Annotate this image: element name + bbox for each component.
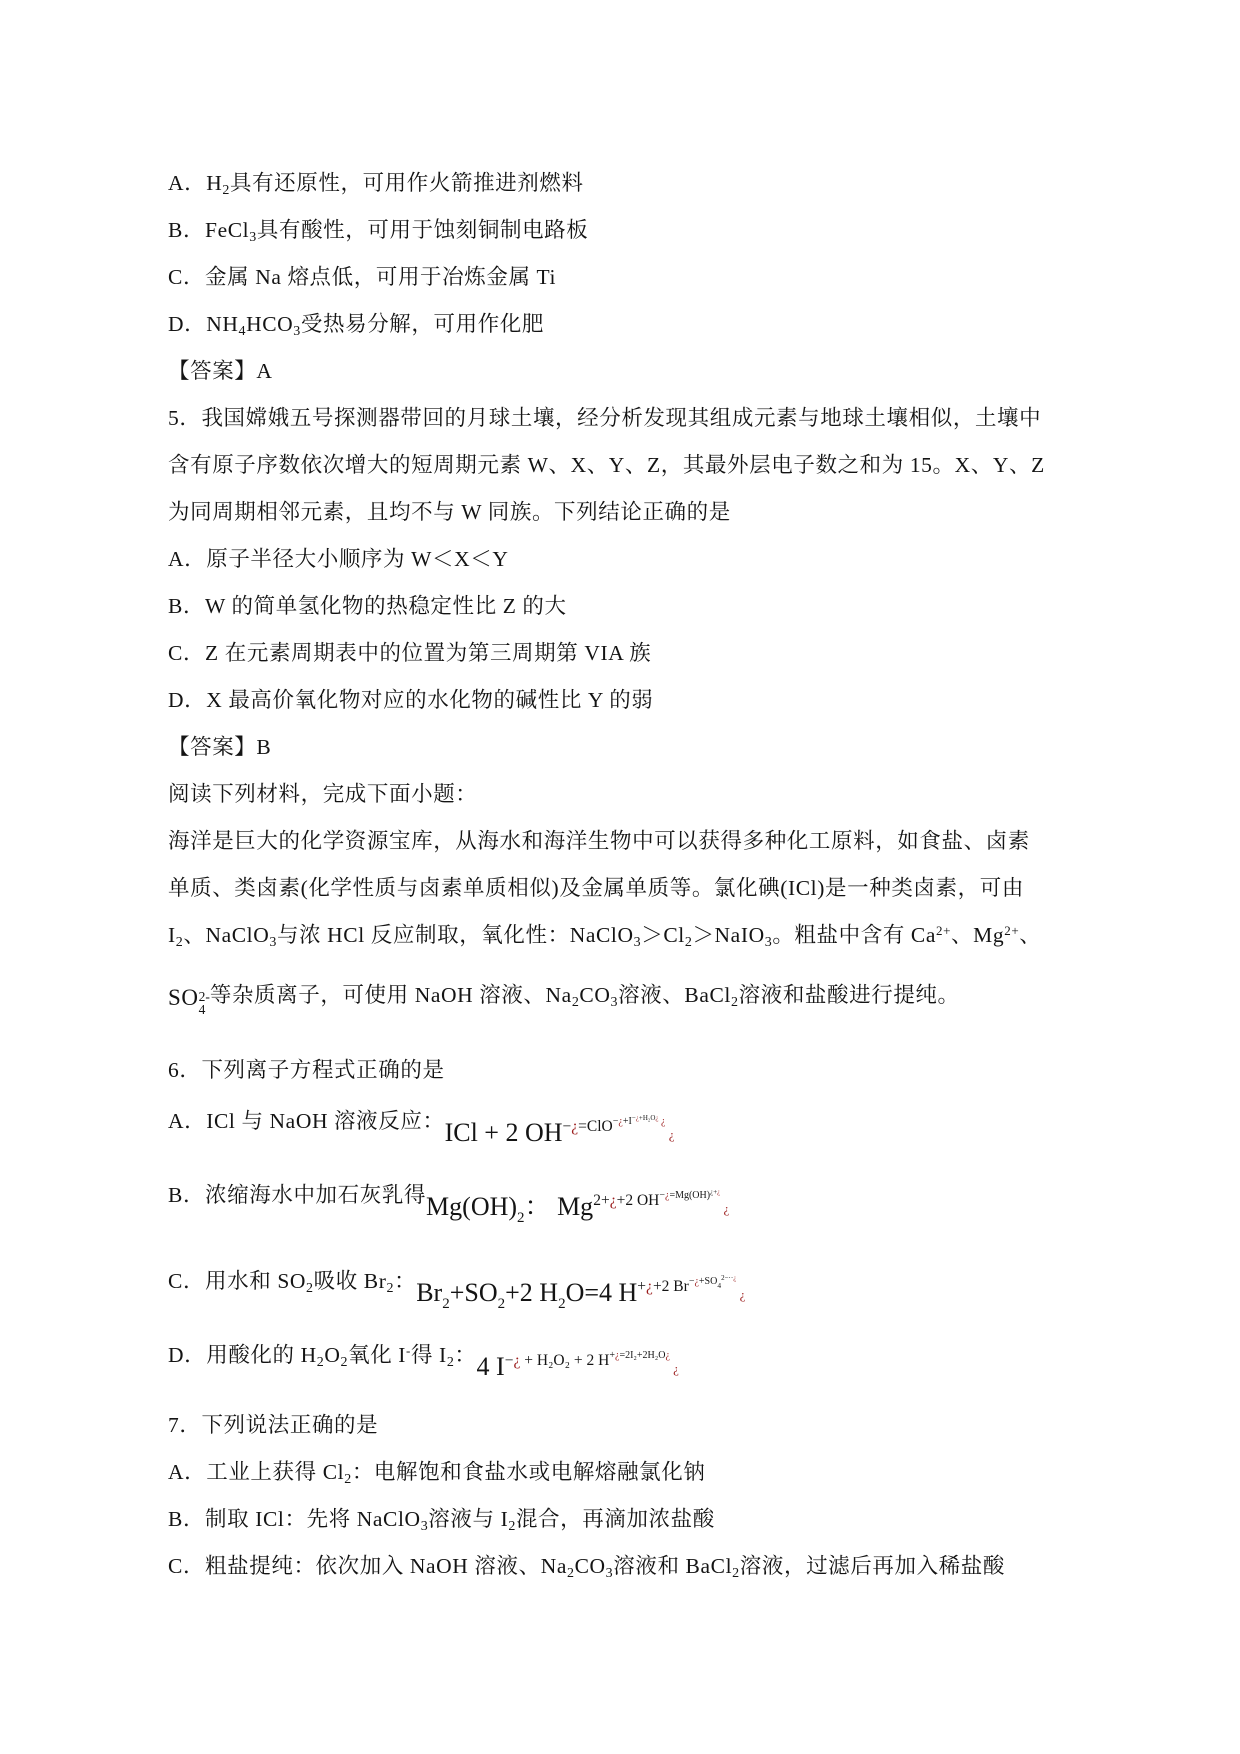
- material-line-2: 单质、类卤素(化学性质与卤素单质相似)及金属单质等。氯化碘(ICl)是一种类卤素，可由: [168, 876, 1024, 900]
- q5-stem-3: 为同周期相邻元素，且均不与 W 同族。下列结论正确的是: [168, 500, 731, 524]
- q7-option-a: A．工业上获得 Cl2：电解饱和食盐水或电解熔融氯化钠: [168, 1460, 706, 1487]
- q5-option-c: C．Z 在元素周期表中的位置为第三周期第 VIA 族: [168, 641, 652, 665]
- q5-answer: 【答案】B: [168, 735, 272, 759]
- q7-option-c: C．粗盐提纯：依次加入 NaOH 溶液、Na2CO3溶液和 BaCl2溶液，过滤后再加入稀盐酸: [168, 1554, 1005, 1581]
- chemical-equation: $Br_2+SO_2+2$ $H_2O=4$ $H^{+¿+2 Br-¿+SO42-\cdot\cdot¿}$ ¿: [416, 1274, 746, 1312]
- q5-option-a: A．原子半径大小顺序为 W＜X＜Y: [168, 547, 509, 571]
- chemical-equation: $Mg(OH)_2$： $Mg^{2+¿+2 OH-¿=Mg(OH)¿+¿}$ ¿: [426, 1188, 730, 1226]
- q5-stem-1: 5．我国嫦娥五号探测器带回的月球土壤，经分析发现其组成元素与地球土壤相似，土壤中: [168, 406, 1042, 430]
- q6-stem: 6．下列离子方程式正确的是: [168, 1058, 445, 1082]
- chemical-equation: ICl + 2 $OH^{-¿=ClO-¿+I-¿+H_2O¿}$ ¿ ¿: [444, 1114, 675, 1147]
- document-lines: [168, 160, 1085, 1590]
- q4-option-c: C．金属 Na 熔点低，可用于冶炼金属 Ti: [168, 265, 557, 289]
- q6-option-c: C．用水和 SO2吸收 Br2：$Br_2+SO_2+2$ $H_2O=4$ $H^{+¿+2 Br-¿+SO42-\cdot\cdot¿}$ ¿: [168, 1269, 746, 1312]
- material-line-3: I2、NaClO3与浓 HCl 反应制取，氧化性：NaClO3＞Cl2＞NaIO3。粗盐中含有 $Ca^{2+}$、$Mg^{2+}$、: [168, 923, 1042, 950]
- q6-option-a: A．ICl 与 NaOH 溶液反应：ICl + 2 $OH^{-¿=ClO-¿+I-¿+H_2O¿}$ ¿ ¿: [168, 1109, 675, 1147]
- material-line-4: SO 2- 4 等杂质离子，可使用 NaOH 溶液、Na2CO3溶液、BaCl2溶液和盐酸进行提纯。: [168, 983, 960, 1017]
- stacked-ion-script: 2- 4: [198, 989, 210, 1017]
- q7-stem: 7．下列说法正确的是: [168, 1413, 379, 1437]
- q5-stem-2: 含有原子序数依次增大的短周期元素 W、X、Y、Z，其最外层电子数之和为 15。X、Y、Z: [168, 453, 1045, 477]
- material-intro: 阅读下列材料，完成下面小题：: [168, 782, 478, 806]
- q4-option-a: A．H2具有还原性，可用作火箭推进剂燃料: [168, 171, 584, 198]
- q6-option-b: B．浓缩海水中加石灰乳得$Mg(OH)_2$： $Mg^{2+¿+2 OH-¿=Mg(OH)¿+¿}$ ¿: [168, 1183, 730, 1226]
- q4-option-b: B．FeCl3具有酸性，可用于蚀刻铜制电路板: [168, 218, 589, 245]
- q5-option-d: D．X 最高价氧化物对应的水化物的碱性比 Y 的弱: [168, 688, 654, 712]
- chemical-equation: 4 I−¿ $^{+ H_2O_2 + 2 H+¿=2I_2+2H_2O¿}$ ¿: [476, 1350, 679, 1381]
- q4-option-d: D．NH4HCO3受热易分解，可用作化肥: [168, 312, 545, 339]
- q7-option-b: B．制取 ICl：先将 NaClO3溶液与 I2混合，再滴加浓盐酸: [168, 1507, 715, 1534]
- q6-option-d: D．用酸化的 H2O2氧化 I-得 I2：4 I−¿ $^{+ H_2O_2 + 2 H+¿=2I_2+2H_2O¿}$ ¿: [168, 1343, 679, 1381]
- q4-answer: 【答案】A: [168, 359, 273, 383]
- material-line-1: 海洋是巨大的化学资源宝库，从海水和海洋生物中可以获得多种化工原料，如食盐、卤素: [168, 829, 1030, 853]
- q5-option-b: B．W 的简单氢化物的热稳定性比 Z 的大: [168, 594, 567, 618]
